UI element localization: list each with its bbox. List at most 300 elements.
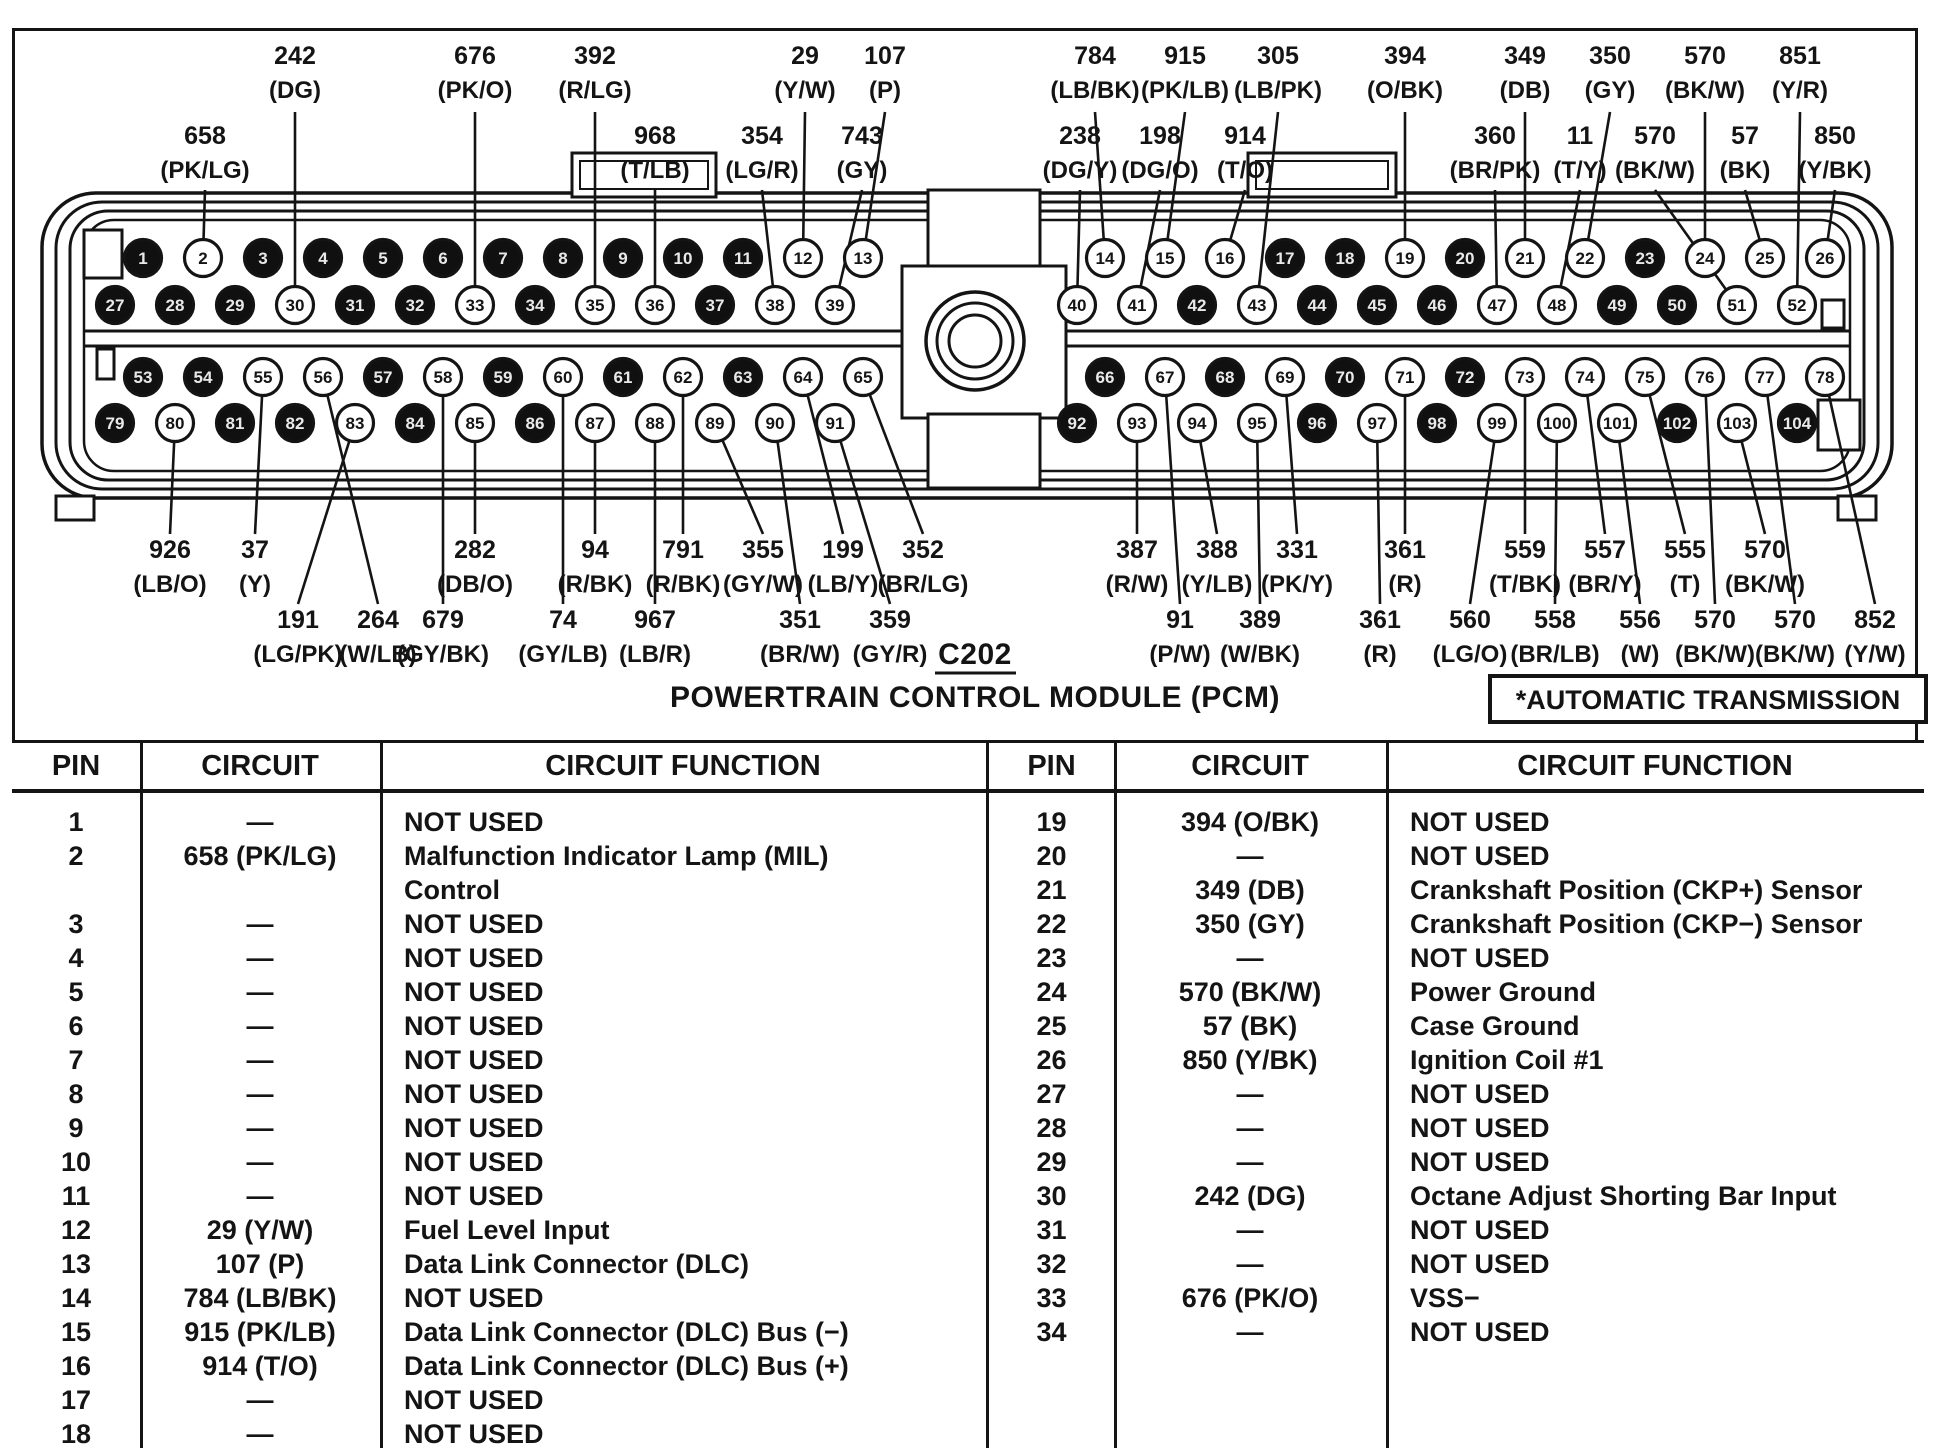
pin-number: 75	[1635, 368, 1655, 388]
pin-number: 74	[1575, 368, 1595, 388]
wire-label-570	[1675, 606, 1755, 668]
wire-color-code: (BK/W)	[1675, 641, 1755, 668]
bolt-hole	[926, 292, 1024, 390]
circuit-cell: —	[1236, 1112, 1264, 1143]
pin-cell: 13	[60, 1248, 92, 1279]
circuit-cell: —	[246, 1384, 274, 1415]
table-row	[989, 839, 1924, 873]
table-row	[12, 1349, 986, 1383]
wire-color-code: (LB/PK)	[1234, 77, 1322, 104]
header-circuit: CIRCUIT	[201, 749, 319, 782]
wire-circuit-number: 850	[1814, 122, 1856, 150]
function-cell: NOT USED	[404, 1146, 544, 1177]
wire-label-37	[239, 536, 271, 598]
table-body	[989, 793, 1924, 1349]
pin-cell: 20	[1036, 840, 1067, 871]
wire-label-352	[878, 536, 969, 598]
wire-circuit-number: 264	[357, 606, 399, 634]
function-cell: Crankshaft Position (CKP−) Sensor	[1410, 908, 1863, 939]
wire-color-code: (Y/R)	[1772, 77, 1828, 104]
function-cell: Data Link Connector (DLC) Bus (+)	[404, 1350, 849, 1381]
wire-color-code: (BR/Y)	[1568, 571, 1642, 598]
table-row	[12, 1077, 986, 1111]
pin-number: 38	[765, 296, 785, 316]
wire-color-code: (P/W)	[1149, 641, 1211, 668]
wire-color-code: (DG)	[269, 77, 321, 104]
wire-label-915	[1141, 42, 1229, 104]
function-cell: NOT USED	[1410, 840, 1550, 871]
pin-number: 103	[1722, 414, 1752, 434]
pin-number: 73	[1515, 368, 1535, 388]
wire-color-code: (LG/O)	[1432, 641, 1508, 668]
pin-number: 42	[1187, 296, 1207, 316]
pin-number: 41	[1127, 296, 1147, 316]
wire-circuit-number: 238	[1059, 122, 1101, 150]
wire-color-code: (Y)	[239, 571, 271, 598]
table-row	[12, 1315, 986, 1349]
wire-circuit-number: 91	[1166, 606, 1194, 634]
wire-circuit-number: 570	[1634, 122, 1676, 150]
table-row	[12, 975, 986, 1009]
wire-label-967	[619, 606, 691, 668]
wire-circuit-number: 354	[741, 122, 783, 150]
pin-number: 2	[198, 249, 208, 269]
pin-cell: 11	[61, 1180, 91, 1211]
wire-label-198	[1121, 122, 1198, 184]
pin-number: 100	[1542, 414, 1572, 434]
pin-number: 71	[1395, 368, 1415, 388]
pin-number: 27	[105, 296, 125, 316]
wire-label-350	[1585, 42, 1636, 104]
wire-label-570	[1615, 122, 1695, 184]
pin-number: 54	[193, 368, 213, 388]
pin-cell: 30	[1036, 1180, 1067, 1211]
leader-line	[298, 423, 355, 604]
wire-circuit-number: 361	[1359, 606, 1401, 634]
wire-label-558	[1510, 606, 1599, 668]
function-cell: NOT USED	[1410, 1112, 1550, 1143]
table-header	[12, 743, 986, 793]
circuit-cell: 242 (DG)	[1194, 1180, 1306, 1211]
circuit-cell: —	[1236, 1214, 1264, 1245]
circuit-cell: —	[246, 1078, 274, 1109]
wire-color-code: (BK/W)	[1615, 157, 1695, 184]
pin-number: 57	[373, 368, 393, 388]
wire-circuit-number: 570	[1684, 42, 1726, 70]
wire-label-570	[1665, 42, 1745, 104]
table-row	[989, 941, 1924, 975]
pin-number: 68	[1215, 368, 1235, 388]
wire-label-331	[1261, 536, 1333, 598]
header-pin: PIN	[1027, 749, 1076, 782]
wire-color-code: (DG/Y)	[1042, 157, 1118, 184]
wire-color-code: (DB/O)	[437, 571, 513, 598]
circuit-cell: —	[1236, 840, 1264, 871]
wire-label-359	[853, 606, 928, 668]
wire-circuit-number: 355	[742, 536, 784, 564]
header-circuit-function: CIRCUIT FUNCTION	[545, 749, 821, 782]
pin-number: 9	[618, 249, 628, 269]
wire-label-354	[725, 122, 798, 184]
circuit-cell: —	[246, 942, 274, 973]
pin-number: 40	[1067, 296, 1087, 316]
function-cell: NOT USED	[1410, 1146, 1550, 1177]
wire-circuit-number: 361	[1384, 536, 1426, 564]
circuit-cell: —	[246, 1112, 274, 1143]
wire-color-code: (BR/W)	[760, 641, 840, 668]
wire-color-code: (W/BK)	[1220, 641, 1300, 668]
table-row	[12, 1179, 986, 1213]
function-cell: NOT USED	[404, 1180, 544, 1211]
wire-label-29	[774, 42, 835, 104]
table-row	[989, 1009, 1924, 1043]
table-header	[989, 743, 1924, 793]
function-cell: NOT USED	[404, 942, 544, 973]
circuit-cell: 914 (T/O)	[202, 1350, 318, 1381]
function-cell: Crankshaft Position (CKP+) Sensor	[1410, 874, 1863, 905]
function-cell: NOT USED	[404, 1384, 544, 1415]
pin-cell: 34	[1036, 1316, 1067, 1347]
pin-number: 1	[138, 249, 148, 269]
wire-label-557	[1568, 536, 1641, 598]
pin-number: 32	[405, 296, 425, 316]
wire-circuit-number: 11	[1566, 122, 1594, 150]
leader-line	[1257, 423, 1260, 604]
wire-color-code: (T/O)	[1217, 157, 1273, 184]
function-cell: Data Link Connector (DLC)	[404, 1248, 750, 1279]
wire-color-code: (Y/BK)	[1798, 157, 1872, 184]
pin-number: 63	[733, 368, 753, 388]
pin-number: 98	[1427, 414, 1447, 434]
pin-number: 16	[1215, 249, 1235, 269]
circuit-cell: —	[1236, 942, 1264, 973]
wire-circuit-number: 74	[549, 606, 577, 634]
pin-number: 67	[1155, 368, 1175, 388]
pin-cell: 25	[1036, 1010, 1067, 1041]
wire-circuit-number: 914	[1224, 122, 1266, 150]
pin-cell: 28	[1036, 1112, 1067, 1143]
wire-label-107	[864, 42, 906, 104]
function-cell: Control	[404, 874, 500, 905]
wire-label-570	[1755, 606, 1835, 668]
wire-circuit-number: 852	[1854, 606, 1896, 634]
wire-color-code: (R/W)	[1105, 571, 1169, 598]
pin-number: 58	[433, 368, 453, 388]
pin-number: 87	[585, 414, 605, 434]
circuit-cell: —	[246, 1146, 274, 1177]
wire-circuit-number: 305	[1257, 42, 1299, 70]
wire-label-676	[438, 42, 513, 104]
wire-color-code: (R/BK)	[557, 571, 633, 598]
leader-line	[255, 377, 263, 534]
pin-number: 8	[558, 249, 568, 269]
header-pin: PIN	[51, 749, 101, 782]
wire-color-code: (DB)	[1499, 77, 1551, 104]
pin-number: 91	[825, 414, 845, 434]
wire-color-code: (BK)	[1719, 157, 1771, 184]
leader-line	[1585, 377, 1605, 534]
wire-label-199	[808, 536, 879, 598]
wire-circuit-number: 791	[662, 536, 704, 564]
pin-number: 44	[1307, 296, 1327, 316]
wire-label-851	[1772, 42, 1828, 104]
pin-number: 64	[793, 368, 813, 388]
pin-number: 86	[525, 414, 545, 434]
function-cell: VSS−	[1410, 1282, 1480, 1313]
circuit-cell: 676 (PK/O)	[1181, 1282, 1319, 1313]
pin-number: 70	[1335, 368, 1355, 388]
table-row	[12, 941, 986, 975]
circuit-cell: 570 (BK/W)	[1178, 976, 1322, 1007]
wire-label-282	[437, 536, 513, 598]
pin-number: 78	[1815, 368, 1835, 388]
wire-color-code: (W/LB)	[339, 641, 417, 668]
pin-cell: 26	[1036, 1044, 1067, 1075]
wire-label-850	[1798, 122, 1871, 184]
table-row	[12, 1009, 986, 1043]
function-cell: NOT USED	[404, 1418, 544, 1449]
table-body	[12, 793, 986, 1451]
pin-number: 39	[825, 296, 845, 316]
pin-number: 37	[705, 296, 725, 316]
pin-number: 19	[1395, 249, 1415, 269]
pin-number: 72	[1455, 368, 1475, 388]
pin-number: 10	[673, 249, 693, 269]
pin-cell: 31	[1036, 1214, 1067, 1245]
pin-cell: 3	[68, 908, 84, 939]
pin-number: 35	[585, 296, 605, 316]
wire-circuit-number: 29	[791, 42, 819, 70]
circuit-cell: —	[246, 1180, 274, 1211]
pin-cell: 21	[1036, 874, 1067, 905]
circuit-cell: 349 (DB)	[1195, 874, 1305, 905]
circuit-cell: —	[246, 806, 274, 837]
pin-number: 92	[1067, 414, 1087, 434]
table-row	[12, 1043, 986, 1077]
pin-number: 53	[133, 368, 153, 388]
pin-number: 102	[1662, 414, 1692, 434]
wire-circuit-number: 743	[841, 122, 883, 150]
wire-label-349	[1500, 42, 1551, 104]
wire-circuit-number: 570	[1774, 606, 1816, 634]
circuit-cell: 29 (Y/W)	[206, 1214, 314, 1245]
pin-cell: 18	[60, 1418, 92, 1449]
wire-color-code: (PK/LG)	[160, 157, 250, 184]
transmission-note	[1490, 676, 1926, 722]
pin-cell: 12	[60, 1214, 92, 1245]
wire-color-code: (T)	[1669, 571, 1701, 598]
connector-foot	[56, 496, 94, 520]
function-cell: Case Ground	[1410, 1010, 1580, 1041]
wire-label-784	[1050, 42, 1139, 104]
pin-number: 65	[853, 368, 873, 388]
leader-line	[1377, 423, 1380, 604]
pin-number: 21	[1515, 249, 1535, 269]
wire-circuit-number: 350	[1589, 42, 1631, 70]
pin-number: 34	[525, 296, 545, 316]
wire-circuit-number: 570	[1694, 606, 1736, 634]
wire-color-code: (LB/BK)	[1050, 77, 1140, 104]
wire-color-code: (BR/PK)	[1449, 157, 1541, 184]
pin-cell: 2	[68, 840, 84, 871]
wire-circuit-number: 199	[822, 536, 864, 564]
pin-number: 11	[734, 249, 752, 269]
pin-number: 88	[645, 414, 665, 434]
wire-label-559	[1489, 536, 1561, 598]
pin-number: 61	[613, 368, 633, 388]
pin-number: 50	[1667, 296, 1687, 316]
pin-number: 89	[705, 414, 725, 434]
pin-cell: 15	[60, 1316, 92, 1347]
leader-line	[1285, 377, 1297, 534]
circuit-cell: 658 (PK/LG)	[183, 840, 337, 871]
leader-line	[803, 112, 805, 258]
pin-number: 7	[498, 249, 508, 269]
wire-color-code: (Y/W)	[774, 77, 836, 104]
table-row	[12, 1111, 986, 1145]
wire-color-code: (T/LB)	[620, 157, 690, 184]
pin-number: 90	[765, 414, 785, 434]
table-row	[989, 1247, 1924, 1281]
pin-number: 30	[285, 296, 305, 316]
wire-circuit-number: 107	[864, 42, 906, 70]
wire-label-679	[397, 606, 489, 668]
wire-label-394	[1367, 42, 1443, 104]
table-row	[989, 1111, 1924, 1145]
wire-circuit-number: 388	[1196, 536, 1238, 564]
circuit-cell: —	[246, 1044, 274, 1075]
wire-circuit-number: 570	[1744, 536, 1786, 564]
wire-circuit-number: 968	[634, 122, 676, 150]
wire-label-556	[1619, 606, 1661, 668]
wire-circuit-number: 331	[1276, 536, 1318, 564]
wire-color-code: (BK/W)	[1665, 77, 1745, 104]
pin-cell: 9	[68, 1112, 84, 1143]
pin-cell: 23	[1036, 942, 1067, 973]
leader-line	[1797, 112, 1800, 305]
pin-cell: 27	[1036, 1078, 1067, 1109]
pin-cell: 8	[68, 1078, 84, 1109]
wire-circuit-number: 560	[1449, 606, 1491, 634]
wire-label-361	[1384, 536, 1426, 598]
header-circuit: CIRCUIT	[1191, 749, 1309, 782]
wire-circuit-number: 557	[1584, 536, 1626, 564]
table-row	[12, 1383, 986, 1417]
function-cell: NOT USED	[1410, 806, 1550, 837]
circuit-cell: —	[246, 976, 274, 1007]
wire-circuit-number: 967	[634, 606, 676, 634]
header-circuit-function: CIRCUIT FUNCTION	[1517, 749, 1793, 782]
pin-number: 5	[378, 249, 388, 269]
wire-color-code: (T/Y)	[1553, 157, 1607, 184]
function-cell: NOT USED	[404, 908, 544, 939]
circuit-cell: —	[246, 908, 274, 939]
wire-label-361	[1359, 606, 1401, 668]
pin-number: 22	[1575, 249, 1595, 269]
function-cell: Data Link Connector (DLC) Bus (−)	[404, 1316, 849, 1347]
pin-number: 18	[1335, 249, 1355, 269]
pin-number: 85	[465, 414, 485, 434]
pin-cell: 33	[1036, 1282, 1067, 1313]
pin-number: 43	[1247, 296, 1267, 316]
wire-label-94	[558, 536, 633, 598]
wire-label-389	[1220, 606, 1300, 668]
pin-number: 83	[345, 414, 365, 434]
wire-circuit-number: 352	[902, 536, 944, 564]
pin-number: 6	[438, 249, 448, 269]
pin-number: 81	[225, 414, 245, 434]
wire-label-926	[133, 536, 206, 598]
wire-label-555	[1664, 536, 1706, 598]
table-row	[12, 1145, 986, 1179]
figure-title: POWERTRAIN CONTROL MODULE (PCM)	[670, 681, 1280, 714]
wire-color-code: (LB/O)	[133, 571, 207, 598]
circuit-cell: 394 (O/BK)	[1180, 806, 1320, 837]
pin-number: 79	[105, 414, 125, 434]
function-cell: NOT USED	[404, 1078, 544, 1109]
wire-label-191	[253, 606, 342, 668]
wire-color-code: (GY/BK)	[397, 641, 489, 668]
wire-color-code: (R)	[1363, 641, 1397, 668]
table-row	[12, 907, 986, 941]
wire-circuit-number: 389	[1239, 606, 1281, 634]
wire-circuit-number: 851	[1779, 42, 1821, 70]
table-row	[12, 873, 986, 907]
pin-number: 36	[645, 296, 665, 316]
circuit-cell: —	[246, 1010, 274, 1041]
wire-color-code: (R)	[1388, 571, 1422, 598]
wire-label-91	[1149, 606, 1210, 668]
circuit-cell: 850 (Y/BK)	[1182, 1044, 1318, 1075]
function-cell: NOT USED	[1410, 1214, 1550, 1245]
pin-number: 20	[1455, 249, 1475, 269]
pin-cell: 5	[68, 976, 84, 1007]
wire-color-code: (W)	[1620, 641, 1660, 668]
wire-circuit-number: 282	[454, 536, 496, 564]
wire-circuit-number: 191	[277, 606, 319, 634]
circuit-cell: 350 (GY)	[1195, 908, 1305, 939]
wire-circuit-number: 242	[274, 42, 316, 70]
wire-color-code: (P)	[869, 77, 901, 104]
wire-color-code: (R/LG)	[558, 77, 632, 104]
wire-color-code: (R/BK)	[645, 571, 721, 598]
wire-color-code: (LG/R)	[725, 157, 799, 184]
transmission-note-text: *AUTOMATIC TRANSMISSION	[1515, 685, 1901, 715]
pin-table-left	[12, 740, 986, 1448]
wire-label-57	[1720, 122, 1771, 184]
pin-number: 94	[1187, 414, 1207, 434]
wire-label-387	[1106, 536, 1169, 598]
wire-circuit-number: 556	[1619, 606, 1661, 634]
circuit-cell: —	[1236, 1248, 1264, 1279]
pin-number: 69	[1275, 368, 1295, 388]
pin-cell: 29	[1036, 1146, 1067, 1177]
pin-table-right	[986, 740, 1924, 1448]
table-row	[12, 1417, 986, 1451]
pin-number: 101	[1602, 414, 1632, 434]
pin-number: 31	[345, 296, 365, 316]
pin-cell: 32	[1036, 1248, 1067, 1279]
table-row	[12, 1281, 986, 1315]
pin-cell: 14	[60, 1282, 92, 1313]
table-row	[989, 1281, 1924, 1315]
table-row	[989, 1213, 1924, 1247]
table-row	[12, 805, 986, 839]
pin-number: 13	[853, 249, 873, 269]
pin-number: 60	[553, 368, 573, 388]
wire-color-code: (BK/W)	[1755, 641, 1835, 668]
table-row	[12, 839, 986, 873]
